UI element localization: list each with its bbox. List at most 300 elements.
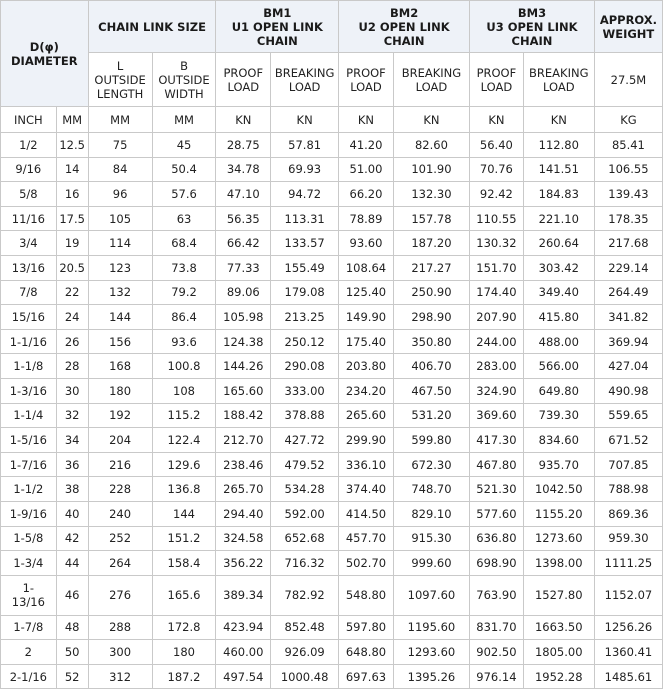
- table-cell: 1152.07: [594, 575, 662, 615]
- table-row: [1, 477, 663, 502]
- diameter-header: [1, 1, 89, 107]
- table-cell: 834.60: [523, 428, 594, 453]
- table-cell: 597.80: [339, 615, 394, 640]
- table-cell: 1-1/4: [1, 403, 57, 428]
- table-cell: 48: [56, 615, 88, 640]
- bm3-grade: BM3: [517, 5, 547, 20]
- bm3-breaking-load-header: [523, 53, 594, 107]
- l-symbol: L: [116, 58, 124, 73]
- table-cell: 56.35: [216, 206, 271, 231]
- table-cell: 1097.60: [393, 575, 469, 615]
- unit-cell: KN: [339, 107, 394, 133]
- table-cell: 93.6: [152, 329, 216, 354]
- table-cell: 165.60: [216, 378, 271, 403]
- table-row: [1, 206, 663, 231]
- table-cell: 63: [152, 206, 216, 231]
- table-cell: 264.49: [594, 280, 662, 305]
- table-cell: 460.00: [216, 640, 271, 665]
- table-cell: 130.32: [470, 231, 524, 256]
- table-cell: 1805.00: [523, 640, 594, 665]
- table-cell: 112.80: [523, 133, 594, 158]
- table-row: [1, 280, 663, 305]
- table-cell: 298.90: [393, 305, 469, 330]
- table-cell: 697.63: [339, 664, 394, 689]
- table-cell: 599.80: [393, 428, 469, 453]
- table-cell: 265.70: [216, 477, 271, 502]
- bm2-proof-load-header: [339, 53, 394, 107]
- table-cell: 139.43: [594, 182, 662, 207]
- table-cell: 592.00: [271, 501, 339, 526]
- table-row: [1, 157, 663, 182]
- table-cell: 34: [56, 428, 88, 453]
- proof-word: PROOF: [346, 65, 386, 80]
- unit-cell: KN: [393, 107, 469, 133]
- table-row: [1, 575, 663, 615]
- unit-cell: KN: [523, 107, 594, 133]
- proof-word: PROOF: [476, 65, 517, 80]
- table-cell: 782.92: [271, 575, 339, 615]
- table-cell: 168: [88, 354, 152, 379]
- table-cell: 68.4: [152, 231, 216, 256]
- table-cell: 999.60: [393, 551, 469, 576]
- table-cell: 192: [88, 403, 152, 428]
- table-cell: 157.78: [393, 206, 469, 231]
- table-cell: 89.06: [216, 280, 271, 305]
- load-word: LOAD: [415, 79, 448, 94]
- table-cell: 490.98: [594, 378, 662, 403]
- table-cell: 350.80: [393, 329, 469, 354]
- table-cell: 156: [88, 329, 152, 354]
- load-word: LOAD: [480, 79, 513, 94]
- breaking-word: BREAKING: [529, 65, 589, 80]
- table-cell: 14: [56, 157, 88, 182]
- header-row-groups: [1, 1, 663, 53]
- table-cell: 915.30: [393, 526, 469, 551]
- table-cell: 1293.60: [393, 640, 469, 665]
- table-cell: 100.8: [152, 354, 216, 379]
- table-cell: 216: [88, 452, 152, 477]
- table-cell: 1-1/8: [1, 354, 57, 379]
- table-cell: 312: [88, 664, 152, 689]
- table-row: [1, 182, 663, 207]
- table-cell: 108.64: [339, 255, 394, 280]
- table-cell: 132.30: [393, 182, 469, 207]
- table-cell: 66.20: [339, 182, 394, 207]
- bm1-breaking-load-header: [271, 53, 339, 107]
- table-cell: 105: [88, 206, 152, 231]
- table-cell: 2: [1, 640, 57, 665]
- table-cell: 86.4: [152, 305, 216, 330]
- table-cell: 57.6: [152, 182, 216, 207]
- unit-cell: INCH: [1, 107, 57, 133]
- table-cell: 178.35: [594, 206, 662, 231]
- table-cell: 1111.25: [594, 551, 662, 576]
- table-cell: 374.40: [339, 477, 394, 502]
- table-cell: 141.51: [523, 157, 594, 182]
- table-cell: 1360.41: [594, 640, 662, 665]
- table-cell: 959.30: [594, 526, 662, 551]
- table-cell: 1000.48: [271, 664, 339, 689]
- table-cell: 1-5/8: [1, 526, 57, 551]
- table-row: [1, 403, 663, 428]
- table-cell: 238.46: [216, 452, 271, 477]
- table-cell: 748.70: [393, 477, 469, 502]
- table-cell: 26: [56, 329, 88, 354]
- table-cell: 115.2: [152, 403, 216, 428]
- load-word: LOAD: [288, 79, 321, 94]
- table-cell: 250.90: [393, 280, 469, 305]
- table-cell: 389.34: [216, 575, 271, 615]
- table-cell: 13/16: [1, 255, 57, 280]
- table-cell: 28: [56, 354, 88, 379]
- table-cell: 40: [56, 501, 88, 526]
- table-cell: 149.90: [339, 305, 394, 330]
- table-row: [1, 526, 663, 551]
- table-cell: 1256.26: [594, 615, 662, 640]
- bm3-type: U3 OPEN LINK: [486, 19, 578, 34]
- breaking-word: BREAKING: [274, 65, 335, 80]
- table-cell: 1-3/16: [1, 378, 57, 403]
- load-word: LOAD: [542, 79, 575, 94]
- table-cell: 234.20: [339, 378, 394, 403]
- table-cell: 497.54: [216, 664, 271, 689]
- table-row: [1, 255, 663, 280]
- table-cell: 707.85: [594, 452, 662, 477]
- unit-cell: MM: [152, 107, 216, 133]
- table-cell: 188.42: [216, 403, 271, 428]
- weight-length-header: [594, 53, 662, 107]
- table-cell: 1-7/8: [1, 615, 57, 640]
- table-cell: 1-7/16: [1, 452, 57, 477]
- table-cell: 1485.61: [594, 664, 662, 689]
- table-cell: 1663.50: [523, 615, 594, 640]
- table-cell: 250.12: [271, 329, 339, 354]
- table-cell: 415.80: [523, 305, 594, 330]
- bm1-chain: CHAIN: [256, 33, 298, 48]
- table-cell: 671.52: [594, 428, 662, 453]
- table-cell: 132: [88, 280, 152, 305]
- table-cell: 70.76: [470, 157, 524, 182]
- b-width-header: [152, 53, 216, 107]
- l-length: LENGTH: [96, 86, 144, 101]
- table-cell: 1-5/16: [1, 428, 57, 453]
- table-cell: 85.41: [594, 133, 662, 158]
- table-cell: 151.70: [470, 255, 524, 280]
- table-cell: 935.70: [523, 452, 594, 477]
- table-cell: 333.00: [271, 378, 339, 403]
- table-cell: 165.6: [152, 575, 216, 615]
- table-cell: 299.90: [339, 428, 394, 453]
- table-cell: 94.72: [271, 182, 339, 207]
- table-cell: 852.48: [271, 615, 339, 640]
- table-cell: 2-1/16: [1, 664, 57, 689]
- table-cell: 42: [56, 526, 88, 551]
- table-cell: 423.94: [216, 615, 271, 640]
- table-cell: 672.30: [393, 452, 469, 477]
- bm2-breaking-load-header: [393, 53, 469, 107]
- table-cell: 133.57: [271, 231, 339, 256]
- unit-cell: MM: [56, 107, 88, 133]
- table-cell: 902.50: [470, 640, 524, 665]
- table-cell: 457.70: [339, 526, 394, 551]
- table-cell: 414.50: [339, 501, 394, 526]
- table-cell: 113.31: [271, 206, 339, 231]
- table-cell: 75: [88, 133, 152, 158]
- table-cell: 24: [56, 305, 88, 330]
- table-cell: 502.70: [339, 551, 394, 576]
- table-cell: 264: [88, 551, 152, 576]
- table-cell: 324.58: [216, 526, 271, 551]
- table-cell: 1527.80: [523, 575, 594, 615]
- table-cell: 32: [56, 403, 88, 428]
- table-cell: 51.00: [339, 157, 394, 182]
- table-cell: 77.33: [216, 255, 271, 280]
- table-cell: 158.4: [152, 551, 216, 576]
- table-row: [1, 305, 663, 330]
- table-cell: 1/2: [1, 133, 57, 158]
- table-cell: 341.82: [594, 305, 662, 330]
- bm2-type: U2 OPEN LINK: [358, 19, 450, 34]
- table-cell: 106.55: [594, 157, 662, 182]
- table-cell: 79.2: [152, 280, 216, 305]
- table-cell: 378.88: [271, 403, 339, 428]
- unit-cell: KN: [470, 107, 524, 133]
- table-cell: 288: [88, 615, 152, 640]
- b-symbol: B: [180, 58, 188, 73]
- table-cell: 252: [88, 526, 152, 551]
- table-cell: 926.09: [271, 640, 339, 665]
- table-cell: 16: [56, 182, 88, 207]
- table-cell: 22: [56, 280, 88, 305]
- bm1-type: U1 OPEN LINK: [231, 19, 323, 34]
- chain-link-size-header: [88, 1, 216, 53]
- table-cell: 17.5: [56, 206, 88, 231]
- table-cell: 46: [56, 575, 88, 615]
- table-cell: 369.94: [594, 329, 662, 354]
- table-cell: 212.70: [216, 428, 271, 453]
- table-cell: 96: [88, 182, 152, 207]
- table-cell: 716.32: [271, 551, 339, 576]
- table-cell: 1-1/16: [1, 329, 57, 354]
- table-cell: 125.40: [339, 280, 394, 305]
- table-cell: 788.98: [594, 477, 662, 502]
- table-row: [1, 501, 663, 526]
- table-cell: 649.80: [523, 378, 594, 403]
- table-cell: 175.40: [339, 329, 394, 354]
- table-cell: 9/16: [1, 157, 57, 182]
- l-length-header: [88, 53, 152, 107]
- table-cell: 78.89: [339, 206, 394, 231]
- table-cell: 1395.26: [393, 664, 469, 689]
- bm3-proof-load-header: [470, 53, 524, 107]
- table-cell: 20.5: [56, 255, 88, 280]
- table-cell: 180: [152, 640, 216, 665]
- table-cell: 213.25: [271, 305, 339, 330]
- table-cell: 467.80: [470, 452, 524, 477]
- table-row: [1, 615, 663, 640]
- table-row: [1, 428, 663, 453]
- table-cell: 1-1/2: [1, 477, 57, 502]
- b-width: WIDTH: [164, 86, 204, 101]
- table-cell: 184.83: [523, 182, 594, 207]
- table-cell: 172.8: [152, 615, 216, 640]
- table-cell: 47.10: [216, 182, 271, 207]
- table-cell: 1155.20: [523, 501, 594, 526]
- table-cell: 290.08: [271, 354, 339, 379]
- table-cell: 28.75: [216, 133, 271, 158]
- table-cell: 82.60: [393, 133, 469, 158]
- bm3-header: [470, 1, 595, 53]
- table-cell: 1273.60: [523, 526, 594, 551]
- chain-link-size-label: CHAIN LINK SIZE: [98, 19, 206, 34]
- table-cell: 577.60: [470, 501, 524, 526]
- table-row: [1, 133, 663, 158]
- table-cell: 217.68: [594, 231, 662, 256]
- table-cell: 84: [88, 157, 152, 182]
- table-cell: 488.00: [523, 329, 594, 354]
- table-cell: 976.14: [470, 664, 524, 689]
- table-cell: 479.52: [271, 452, 339, 477]
- table-cell: 324.90: [470, 378, 524, 403]
- table-cell: 207.90: [470, 305, 524, 330]
- table-cell: 129.6: [152, 452, 216, 477]
- table-cell: 1398.00: [523, 551, 594, 576]
- table-cell: 73.8: [152, 255, 216, 280]
- table-cell: 105.98: [216, 305, 271, 330]
- table-cell: 92.42: [470, 182, 524, 207]
- table-row: [1, 640, 663, 665]
- bm1-grade: BM1: [263, 5, 292, 20]
- table-cell: 180: [88, 378, 152, 403]
- table-row: [1, 354, 663, 379]
- table-cell: 56.40: [470, 133, 524, 158]
- bm2-chain: CHAIN: [383, 33, 425, 48]
- table-cell: 265.60: [339, 403, 394, 428]
- table-cell: 203.80: [339, 354, 394, 379]
- table-cell: 15/16: [1, 305, 57, 330]
- table-cell: 50.4: [152, 157, 216, 182]
- unit-cell: KN: [271, 107, 339, 133]
- table-cell: 356.22: [216, 551, 271, 576]
- table-cell: 349.40: [523, 280, 594, 305]
- table-cell: 187.2: [152, 664, 216, 689]
- table-cell: 1-3/4: [1, 551, 57, 576]
- table-cell: 300: [88, 640, 152, 665]
- load-word: LOAD: [227, 79, 260, 94]
- table-cell: 240: [88, 501, 152, 526]
- table-cell: 38: [56, 477, 88, 502]
- proof-word: PROOF: [223, 65, 264, 80]
- diameter-symbol: D(φ): [29, 39, 59, 54]
- table-cell: 45: [152, 133, 216, 158]
- table-cell: 174.40: [470, 280, 524, 305]
- table-cell: 534.28: [271, 477, 339, 502]
- weight-length-value: 27.5M: [610, 72, 647, 87]
- table-cell: 548.80: [339, 575, 394, 615]
- table-cell: 417.30: [470, 428, 524, 453]
- table-cell: 57.81: [271, 133, 339, 158]
- table-cell: 187.20: [393, 231, 469, 256]
- table-cell: 93.60: [339, 231, 394, 256]
- weight-header: [594, 1, 662, 53]
- table-cell: 144: [88, 305, 152, 330]
- table-cell: 303.42: [523, 255, 594, 280]
- table-cell: 229.14: [594, 255, 662, 280]
- table-cell: 144.26: [216, 354, 271, 379]
- table-cell: 427.04: [594, 354, 662, 379]
- l-outside: OUTSIDE: [94, 72, 146, 87]
- table-cell: 221.10: [523, 206, 594, 231]
- table-row: [1, 231, 663, 256]
- table-cell: 559.65: [594, 403, 662, 428]
- diameter-label: DIAMETER: [11, 53, 78, 68]
- table-cell: 1042.50: [523, 477, 594, 502]
- table-cell: 123: [88, 255, 152, 280]
- table-cell: 19: [56, 231, 88, 256]
- bm1-proof-load-header: [216, 53, 271, 107]
- table-cell: 1195.60: [393, 615, 469, 640]
- table-cell: 108: [152, 378, 216, 403]
- table-cell: 155.49: [271, 255, 339, 280]
- table-cell: 228: [88, 477, 152, 502]
- table-cell: 136.8: [152, 477, 216, 502]
- table-cell: 831.70: [470, 615, 524, 640]
- table-cell: 144: [152, 501, 216, 526]
- table-cell: 122.4: [152, 428, 216, 453]
- table-cell: 36: [56, 452, 88, 477]
- table-cell: 244.00: [470, 329, 524, 354]
- table-cell: 829.10: [393, 501, 469, 526]
- table-cell: 283.00: [470, 354, 524, 379]
- load-word: LOAD: [350, 79, 382, 94]
- table-row: [1, 551, 663, 576]
- table-cell: 217.27: [393, 255, 469, 280]
- table-cell: 69.93: [271, 157, 339, 182]
- table-row: [1, 378, 663, 403]
- table-cell: 110.55: [470, 206, 524, 231]
- table-cell: 7/8: [1, 280, 57, 305]
- table-cell: 204: [88, 428, 152, 453]
- table-cell: 652.68: [271, 526, 339, 551]
- table-cell: 521.30: [470, 477, 524, 502]
- table-cell: 179.08: [271, 280, 339, 305]
- table-cell: 369.60: [470, 403, 524, 428]
- table-cell: 41.20: [339, 133, 394, 158]
- table-cell: 1- 13/16: [1, 575, 57, 615]
- data-rows: [1, 133, 663, 689]
- table-cell: 276: [88, 575, 152, 615]
- table-cell: 101.90: [393, 157, 469, 182]
- table-cell: 3/4: [1, 231, 57, 256]
- b-outside: OUTSIDE: [158, 72, 210, 87]
- table-cell: 260.64: [523, 231, 594, 256]
- table-cell: 30: [56, 378, 88, 403]
- bm1-header: [216, 1, 339, 53]
- table-cell: 11/16: [1, 206, 57, 231]
- table-cell: 12.5: [56, 133, 88, 158]
- table-cell: 44: [56, 551, 88, 576]
- table-row: [1, 452, 663, 477]
- table-cell: 34.78: [216, 157, 271, 182]
- unit-cell: KN: [216, 107, 271, 133]
- breaking-word: BREAKING: [401, 65, 462, 80]
- table-cell: 114: [88, 231, 152, 256]
- table-cell: 636.80: [470, 526, 524, 551]
- table-cell: 763.90: [470, 575, 524, 615]
- table-cell: 1952.28: [523, 664, 594, 689]
- unit-cell: MM: [88, 107, 152, 133]
- table-cell: 739.30: [523, 403, 594, 428]
